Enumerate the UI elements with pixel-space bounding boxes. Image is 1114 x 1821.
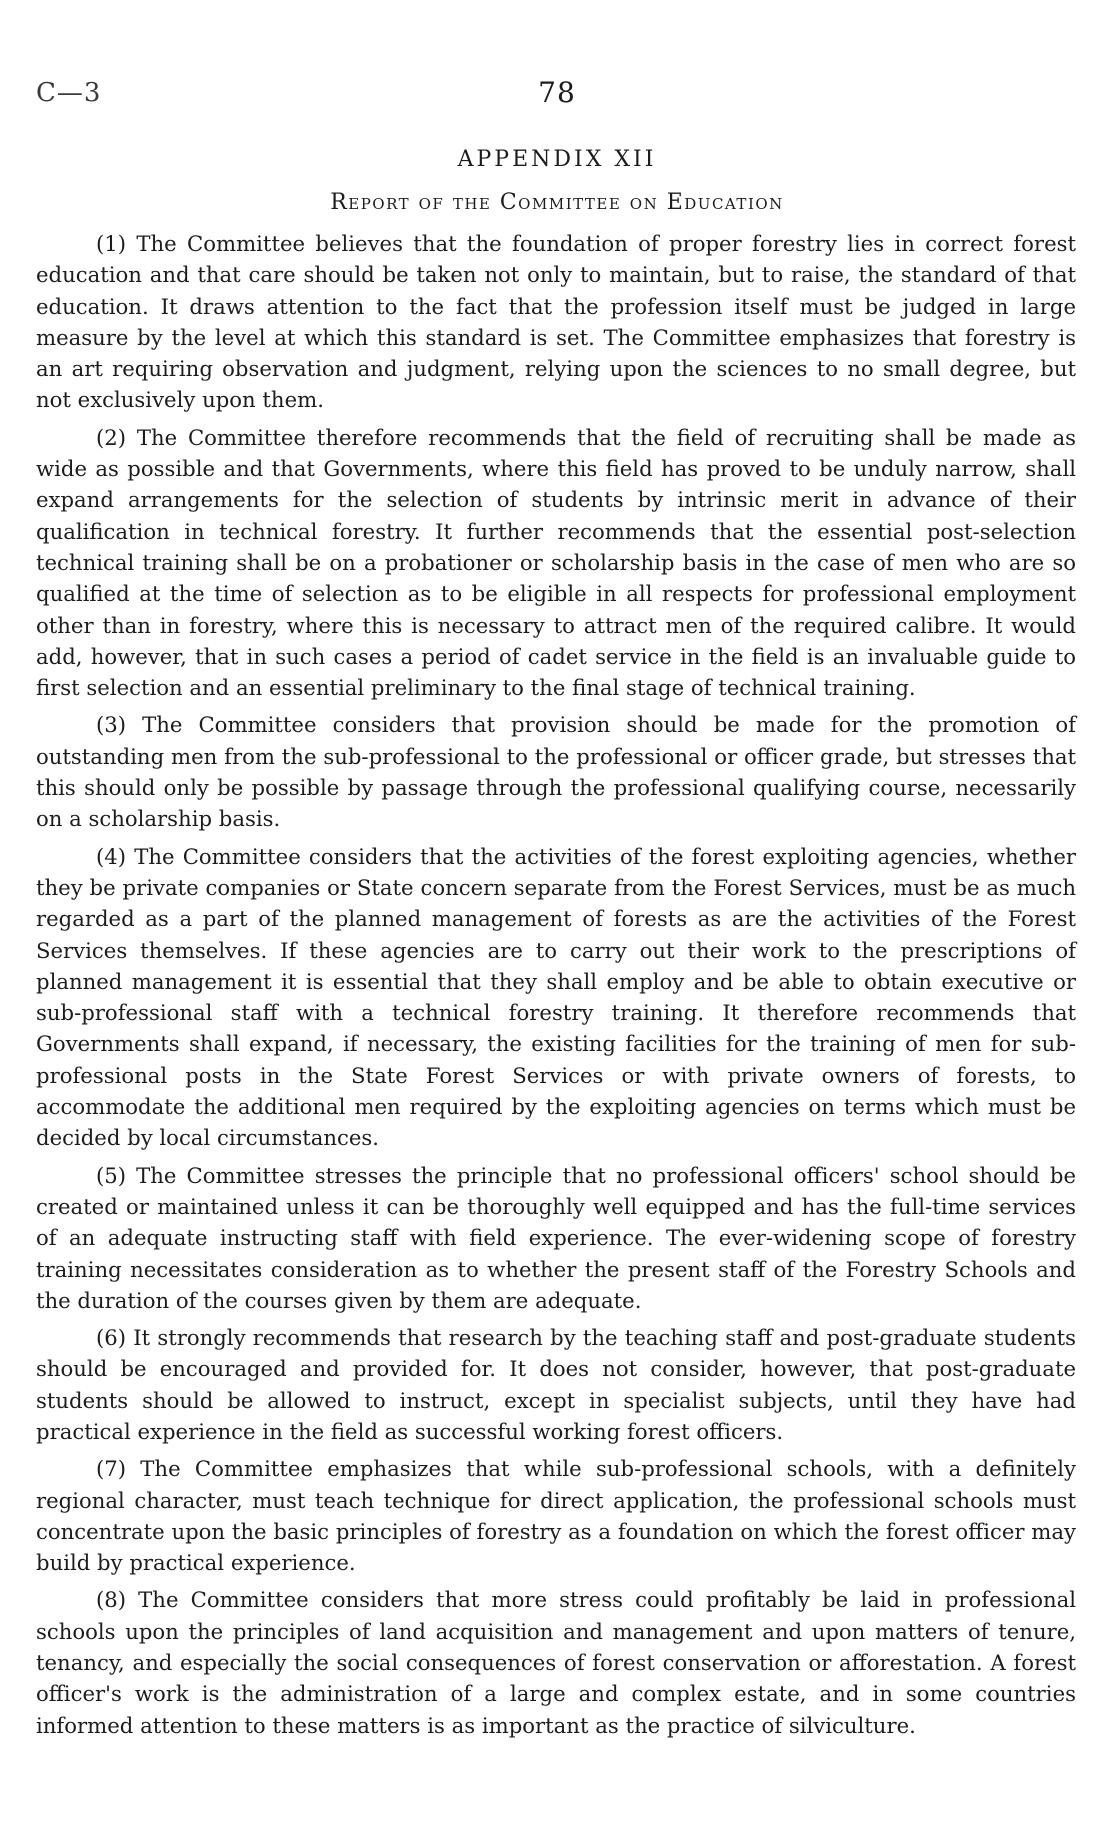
report-title: Report of the Committee on Education: [330, 190, 784, 215]
paragraph-2: (2) The Committee therefore recommends that the field of recruiting shall be made as wide as possible and that Governments, where this field has proved to be unduly narrow, shall expand arrangements for the selection of students by intrinsic merit in advance of their qualification in technical forestry. It further recommends that the essential post-selection technical training shall be on a probationer or scholarship basis in the case of men who are so qualified at the time of selection as to be eligible in all respects for professional employment other than in forestry, where this is necessary to attract men of the required calibre. It would add, however, that in such cases a period of cadet service in the field is an invaluable guide to first selection and an essential preliminary to the final stage of technical training.: [36, 424, 1076, 701]
appendix-title: APPENDIX XII: [457, 147, 657, 172]
paragraph-3: (3) The Committee considers that provision should be made for the promotion of outstanding men from the sub-professional to the professional or officer grade, but stresses that this should only be possible by passage through the professional qualifying course, necessarily on a scholarship basis.: [36, 712, 1076, 832]
document-reference: C—3: [36, 78, 102, 108]
paragraph-1: (1) The Committee believes that the foundation of proper forestry lies in correct forest education and that care should be taken not only to maintain, but to raise, the standard of that education. It draws attention to the fact that the profession itself must be judged in large measure by the level at which this standard is set. The Committee emphasizes that forestry is an art requiring observation and judgment, relying upon the sciences to no small degree, but not exclusively upon them.: [36, 231, 1076, 413]
paragraph-8: (8) The Committee considers that more stress could profitably be laid in professional schools upon the principles of land acquisition and management and upon matters of tenure, tenancy, and especially the social consequences of forest conservation or afforestation. A forest officer's work is the administration of a large and complex estate, and in some countries informed attention to these matters is as important as the practice of silviculture.: [36, 1587, 1076, 1738]
paragraph-4: (4) The Committee considers that the activities of the forest exploiting agencies, whether they be private companies or State concern separate from the Forest Services, must be as much regarded as a part of the planned management of forests as are the activities of the Forest Services themselves. If these agencies are to carry out their work to the prescriptions of planned management it is essential that they shall employ and be able to obtain executive or sub-professional staff with a technical forestry training. It therefore recommends that Governments shall expand, if necessary, the existing facilities for the training of men for sub-professional posts in the State Forest Services or with private owners of forests, to accommodate the additional men required by the exploiting agencies on terms which must be decided by local circumstances.: [36, 843, 1076, 1151]
paragraph-6: (6) It strongly recommends that research by the teaching staff and post-graduate students should be encouraged and provided for. It does not consider, however, that post-graduate students should be allowed to instruct, except in specialist subjects, until they have had practical experience in the field as successful working forest officers.: [36, 1325, 1076, 1444]
paragraph-7: (7) The Committee emphasizes that while sub-professional schools, with a definitely regional character, must teach technique for direct application, the professional schools must concentrate upon the basic principles of forestry as a foundation on which the forest officer may build by practical experience.: [36, 1456, 1076, 1576]
report-body: [36, 228, 1076, 1747]
page-number: 78: [538, 76, 576, 109]
paragraph-5: (5) The Committee stresses the principle that no professional officers' school should be created or maintained unless it can be thoroughly well equipped and has the full-time services of an adequate instructing staff with field experience. The ever-widening scope of forestry training necessitates consideration as to whether the present staff of the Forestry Schools and the duration of the courses given by them are adequate.: [36, 1162, 1076, 1313]
